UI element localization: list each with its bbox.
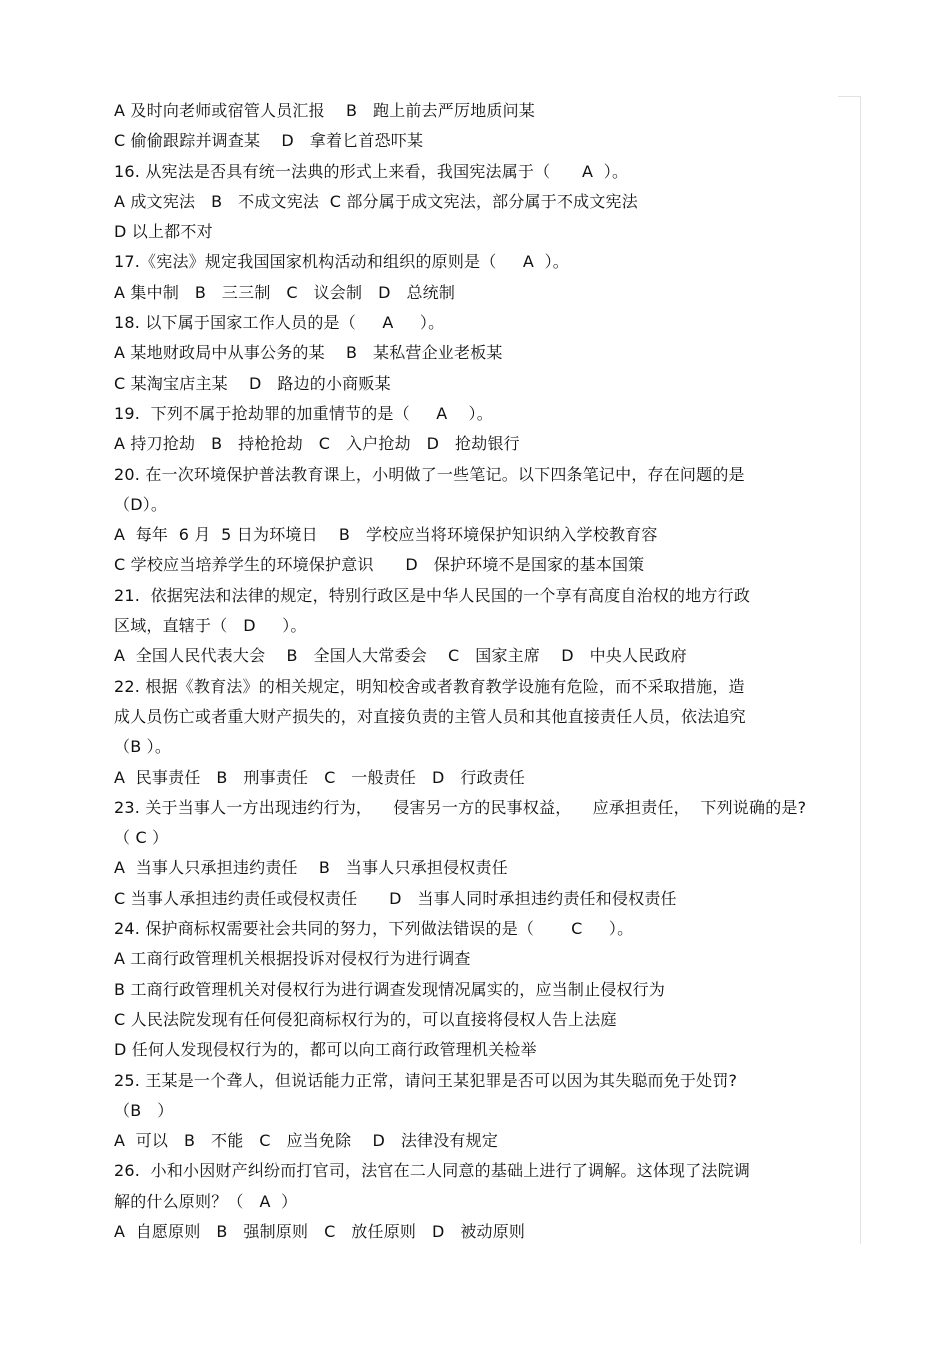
text-line: A 可以 B 不能 C 应当免除 D 法律没有规定: [114, 1131, 499, 1151]
question-26: 26. 小和小因财产纠纷而打官司，法官在二人同意的基础上进行了调解。这体现了法院调: [114, 1161, 751, 1181]
text-line: A 全国人民代表大会 B 全国人大常委会 C 国家主席 D 中央人民政府: [114, 646, 687, 666]
text-line: （B ）。: [114, 737, 172, 757]
text-line: 区域，直辖于（ D ）。: [114, 616, 307, 636]
question-text-block: [114, 96, 854, 1247]
question-18: 18. 以下属于国家工作人员的是（ A ）。: [114, 313, 445, 333]
text-line: 解的什么原则？（ A ）: [114, 1191, 298, 1211]
text-line: D 以上都不对: [114, 222, 213, 242]
text-line: C 当事人承担违约责任或侵权责任 D 当事人同时承担违约责任和侵权责任: [114, 888, 677, 908]
question-19: 19. 下列不属于抢劫罪的加重情节的是（ A ）。: [114, 403, 493, 423]
question-16: 16. 从宪法是否具有统一法典的形式上来看，我国宪法属于（ A ）。: [114, 161, 629, 181]
question-22: 22. 根据《教育法》的相关规定，明知校舍或者教育教学设施有危险，而不采取措施，造: [114, 676, 745, 696]
question-21: 21. 依据宪法和法律的规定，特别行政区是中华人民国的一个享有高度自治权的地方行政: [114, 585, 751, 605]
text-line: A 当事人只承担违约责任 B 当事人只承担侵权责任: [114, 858, 508, 878]
text-line: A 每年 6 月 5 日为环境日 B 学校应当将环境保护知识纳入学校教育容: [114, 525, 658, 545]
text-line: D 任何人发现侵权行为的，都可以向工商行政管理机关检举: [114, 1040, 537, 1060]
text-line: B 工商行政管理机关对侵权行为进行调查发现情况属实的，应当制止侵权行为: [114, 979, 666, 999]
text-line: （ C ）: [114, 828, 169, 848]
text-line: （D）。: [114, 494, 168, 514]
text-line: A 民事责任 B 刑事责任 C 一般责任 D 行政责任: [114, 767, 526, 787]
text-line: A 成文宪法 B 不成文宪法 C 部分属于成文宪法，部分属于不成文宪法: [114, 191, 638, 211]
text-line: 成人员伤亡或者重大财产损失的，对直接负责的主管人员和其他直接责任人员，依法追究: [114, 706, 746, 726]
text-line: C 某淘宝店主某 D 路边的小商贩某: [114, 373, 391, 393]
question-20: 20. 在一次环境保护普法教育课上，小明做了一些笔记。以下四条笔记中，存在问题的是: [114, 464, 745, 484]
text-line: （B ）: [114, 1100, 174, 1120]
page-border-right: [860, 96, 861, 1244]
text-line: A 集中制 B 三三制 C 议会制 D 总统制: [114, 282, 456, 302]
text-line: A 自愿原则 B 强制原则 C 放任原则 D 被动原则: [114, 1221, 526, 1241]
text-line: C 人民法院发现有任何侵犯商标权行为的，可以直接将侵权人告上法庭: [114, 1009, 617, 1029]
question-23: 23. 关于当事人一方出现违约行为， 侵害另一方的民事权益， 应承担责任， 下列说确的是?: [114, 797, 807, 817]
text-line: A 及时向老师或宿管人员汇报 B 跑上前去严厉地质问某: [114, 101, 536, 120]
question-24: 24. 保护商标权需要社会共同的努力，下列做法错误的是（ C ）。: [114, 919, 634, 939]
question-17: 17.《宪法》规定我国国家机构活动和组织的原则是（ A ）。: [114, 252, 569, 272]
text-line: A 某地财政局中从事公务的某 B 某私营企业老板某: [114, 343, 503, 363]
text-line: C 偷偷跟踪并调查某 D 拿着匕首恐吓某: [114, 131, 424, 151]
question-25: 25. 王某是一个聋人，但说话能力正常，请问王某犯罪是否可以因为其失聪而免于处罚?: [114, 1070, 738, 1090]
text-line: C 学校应当培养学生的环境保护意识 D 保护环境不是国家的基本国策: [114, 555, 645, 575]
text-line: A 工商行政管理机关根据投诉对侵权行为进行调查: [114, 949, 471, 969]
text-line: A 持刀抢劫 B 持枪抢劫 C 入户抢劫 D 抢劫银行: [114, 434, 520, 454]
